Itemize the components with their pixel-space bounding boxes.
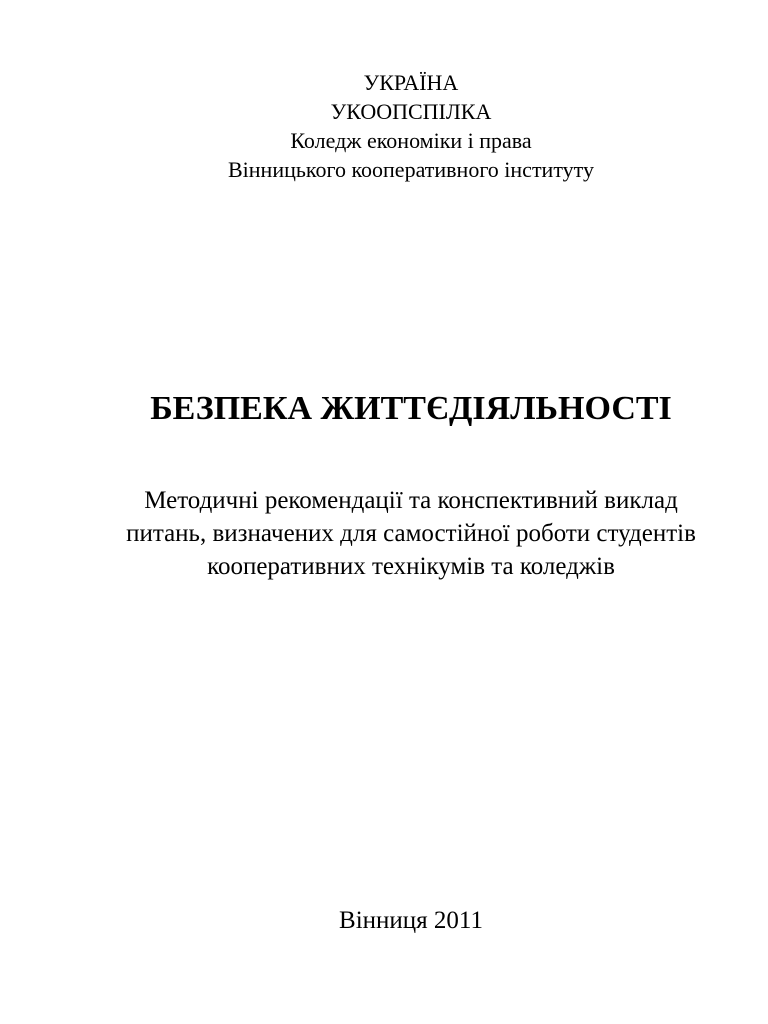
organization-line: УКООПСПІЛКА	[330, 99, 492, 124]
institute-line: Вінницького кооперативного інституту	[228, 157, 594, 182]
subtitle-line-1: Методичні рекомендації та конспективний виклад	[144, 487, 678, 514]
college-line: Коледж економіки і права	[290, 128, 532, 153]
country-line: УКРАЇНА	[363, 70, 459, 95]
document-title: БЕЗПЕКА ЖИТТЄДІЯЛЬНОСТІ	[150, 390, 672, 427]
subtitle-line-3: кооперативних технікумів та коледжів	[207, 553, 615, 580]
subtitle-line-2: питань, визначених для самостійної роботи студентів	[126, 520, 696, 547]
place-and-year: Вінниця 2011	[339, 907, 483, 934]
document-subtitle	[0, 484, 768, 583]
institution-header	[0, 68, 768, 184]
